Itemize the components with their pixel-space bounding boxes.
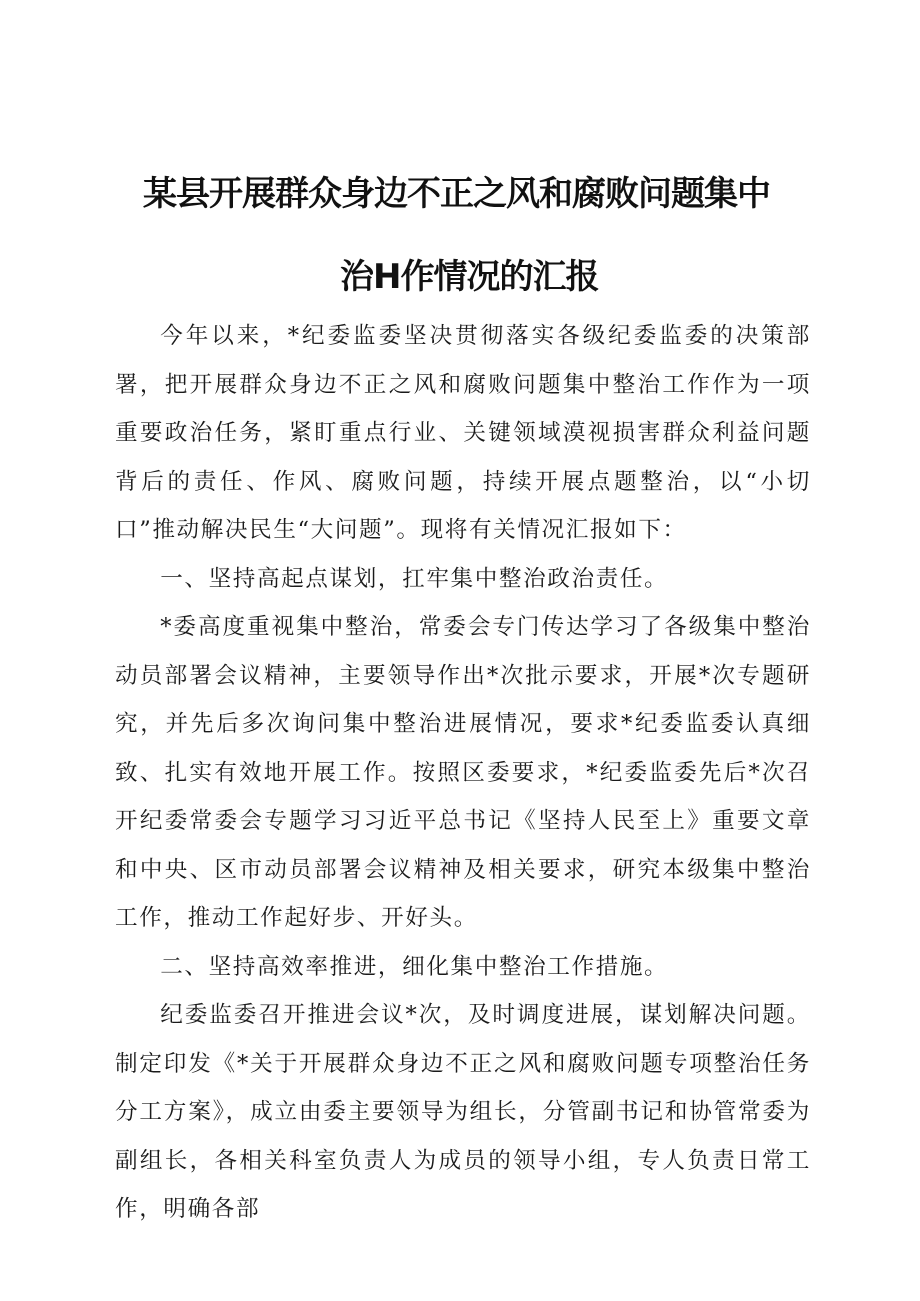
- document-title-line-1: 某县开展群众身边不正之风和腐败问题集中: [143, 174, 770, 214]
- section-heading-2: 二、坚持高效率推进，细化集中整治工作措施。: [160, 953, 669, 980]
- section-2-paragraph: 纪委监委召开推进会议*次，及时调度进展，谋划解决问题。制定印发《*关于开展群众身边不正之风和腐败问题专项整治任务分工方案》，成立由委主要领导为组长，分管副书记和协管常委为副组长，各相关科室负责人为成员的领导小组，专人负责日常工作，明确各部: [115, 1002, 811, 1222]
- section-heading-1: 一、坚持高起点谋划，扛牢集中整治政治责任。: [160, 565, 669, 592]
- document-body: [115, 312, 811, 1234]
- section-1-paragraph: *委高度重视集中整治，常委会专门传达学习了各级集中整治动员部署会议精神，主要领导作出*次批示要求，开展*次专题研究，并先后多次询问集中整治进展情况，要求*纪委监委认真细致、扎实有效地开展工作。按照区委要求，*纪委监委先后*次召开纪委常委会专题学习习近平总书记《坚持人民至上》重要文章和中央、区市动员部署会议精神及相关要求，研究本级集中整治工作，推动工作起好步、开好头。: [115, 614, 811, 931]
- document-title-line-2: 治H作情况的汇报: [340, 257, 599, 297]
- intro-paragraph: 今年以来，*纪委监委坚决贯彻落实各级纪委监委的决策部署，把开展群众身边不正之风和腐败问题集中整治工作作为一项重要政治任务，紧盯重点行业、关键领域漠视损害群众利益问题背后的责任、作风、腐败问题，持续开展点题整治，以“小切口”推动解决民生“大问题”。现将有关情况汇报如下：: [115, 323, 811, 543]
